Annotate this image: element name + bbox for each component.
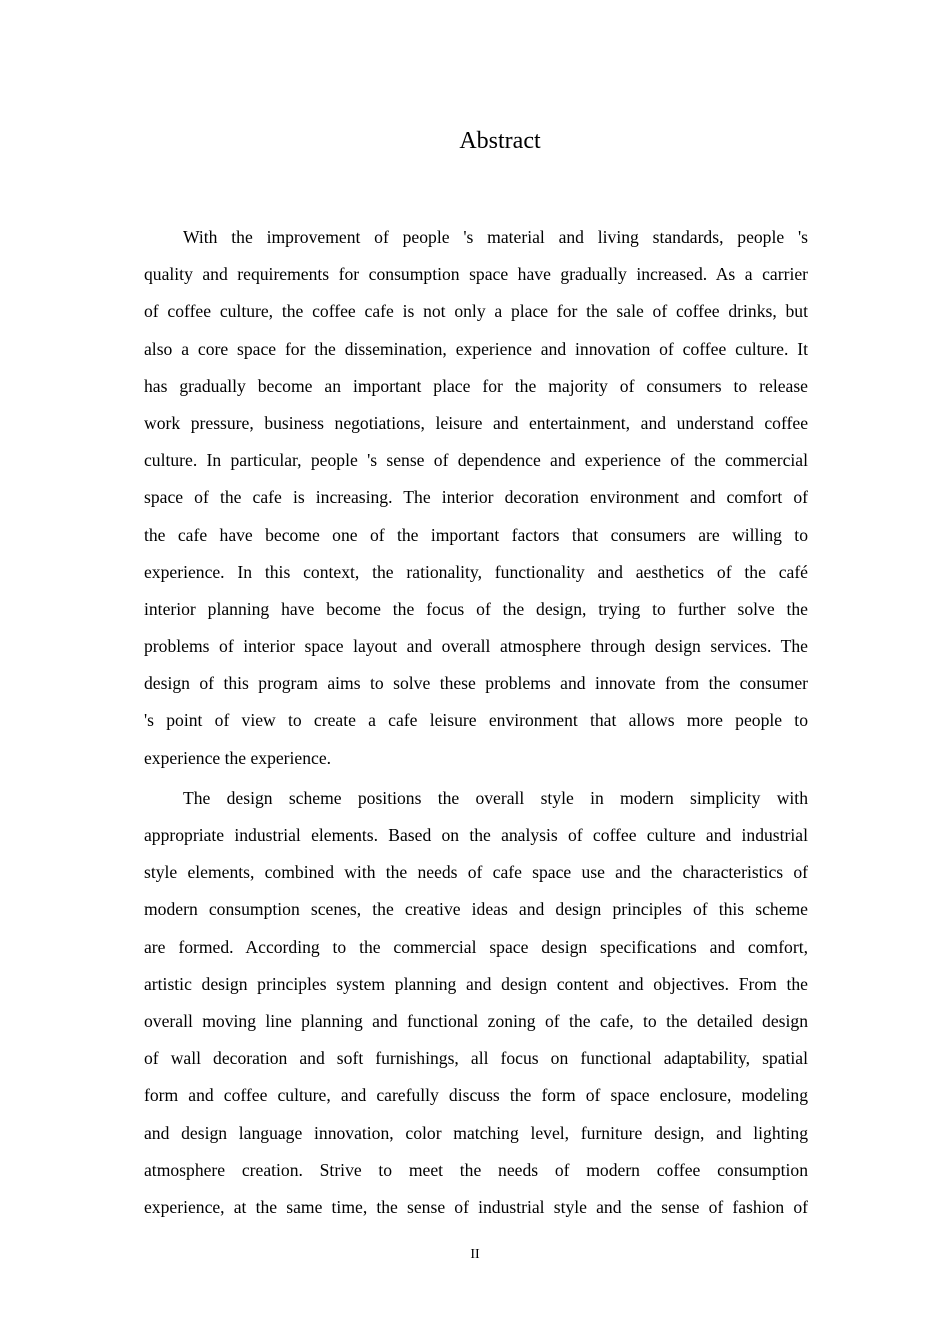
text-line: atmosphere creation. Strive to meet the needs of modern coffee consumption [144, 1159, 808, 1180]
paragraph-2 [144, 780, 808, 1226]
page-title: Abstract [459, 128, 541, 154]
text-line: form and coffee culture, and carefully discuss the form of space enclosure, modeling [144, 1085, 808, 1106]
text-line: design of this program aims to solve these problems and innovate from the consumer [144, 673, 808, 694]
text-line: interior planning have become the focus of the design, trying to further solve the [144, 598, 808, 619]
paragraph-1 [144, 219, 808, 777]
text-line: quality and requirements for consumption space have gradually increased. As a carrier [144, 264, 808, 285]
text-line: experience, at the same time, the sense of industrial style and the sense of fashion of [144, 1196, 808, 1217]
text-line: style elements, combined with the needs of cafe space use and the characteristics of [144, 862, 808, 883]
text-line: culture. In particular, people 's sense of dependence and experience of the commercial [144, 450, 808, 471]
text-line: of coffee culture, the coffee cafe is not only a place for the sale of coffee drinks, but [144, 301, 808, 322]
abstract-body [144, 219, 808, 1226]
text-line: work pressure, business negotiations, leisure and entertainment, and understand coffee [144, 412, 808, 433]
text-line: of wall decoration and soft furnishings, all focus on functional adaptability, spatial [144, 1048, 808, 1069]
text-line: appropriate industrial elements. Based on the analysis of coffee culture and industrial [144, 825, 808, 845]
text-line: With the improvement of people 's material and living standards, people 's [183, 227, 808, 247]
text-line: modern consumption scenes, the creative ideas and design principles of this scheme [144, 899, 808, 920]
text-line: experience. In this context, the rationality, functionality and aesthetics of the café [144, 561, 808, 582]
text-line: also a core space for the dissemination, experience and innovation of coffee culture. It [144, 338, 808, 359]
text-line: the cafe have become one of the important factors that consumers are willing to [144, 524, 808, 545]
page-number: II [470, 1247, 480, 1262]
text-line: The design scheme positions the overall style in modern simplicity with [183, 787, 808, 808]
text-line: are formed. According to the commercial space design specifications and comfort, [144, 936, 808, 957]
text-line: 's point of view to create a cafe leisure environment that allows more people to [144, 710, 808, 731]
text-line: space of the cafe is increasing. The interior decoration environment and comfort of [144, 487, 808, 508]
text-line: and design language innovation, color matching level, furniture design, and lighting [144, 1122, 808, 1143]
text-line: experience the experience. [144, 747, 332, 768]
text-line: problems of interior space layout and overall atmosphere through design services. The [144, 636, 808, 657]
text-line: artistic design principles system planning and design content and objectives. From the [144, 973, 808, 994]
text-line: has gradually become an important place for the majority of consumers to release [144, 375, 808, 396]
text-line: overall moving line planning and functional zoning of the cafe, to the detailed design [144, 1010, 808, 1031]
